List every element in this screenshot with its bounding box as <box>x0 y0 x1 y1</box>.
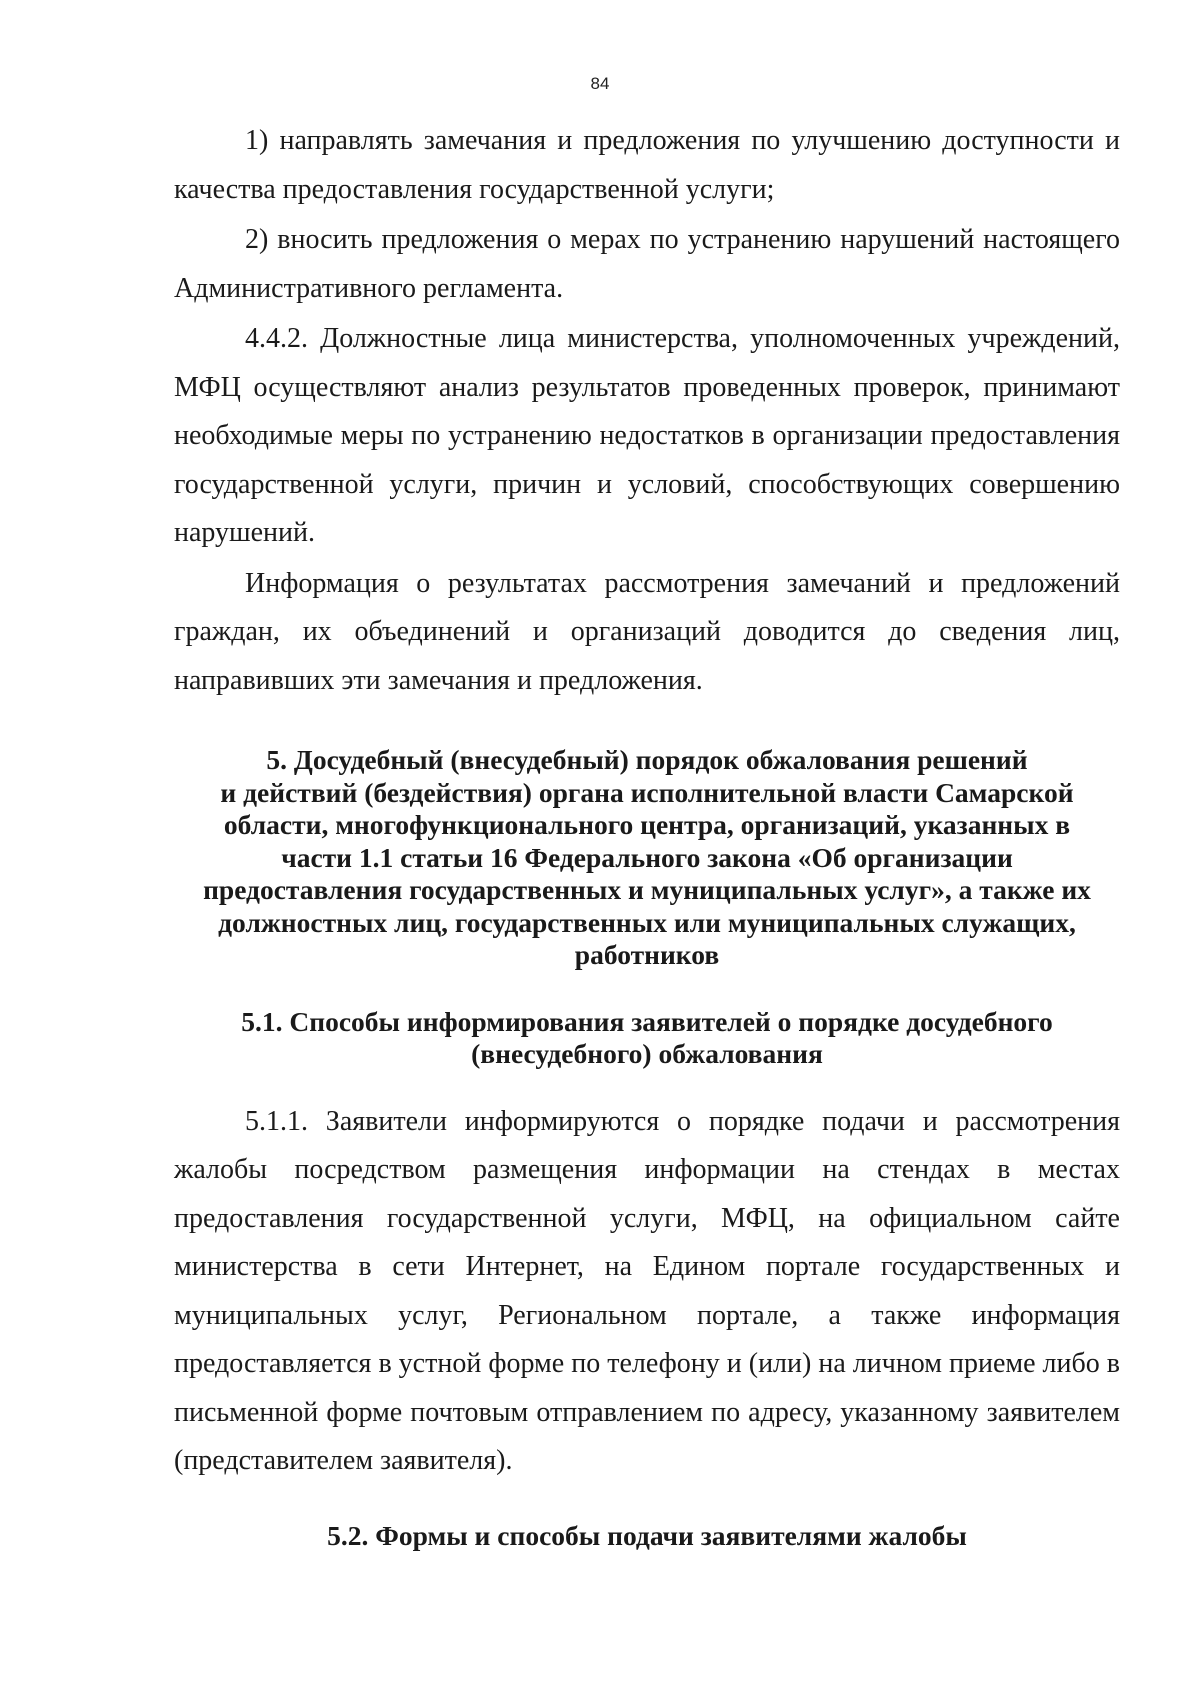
section-5-heading-line: предоставления государственных и муниципальных услуг», а также их <box>203 874 1091 905</box>
page-number: 84 <box>590 74 610 93</box>
paragraph-information: Информация о результатах рассмотрения замечаний и предложений граждан, их объединений и организаций доводится до сведения лиц, направивших эти замечания и предложения. <box>174 567 1120 696</box>
section-5-heading-line: и действий (бездействия) органа исполнительной власти Самарской <box>220 776 1074 808</box>
section-5-heading-line: 5. Досудебный (внесудебный) порядок обжалования решений <box>266 744 1028 775</box>
subsection-5-1-heading <box>174 1006 1120 1071</box>
paragraph-4-4-2: 4.4.2. Должностные лица министерства, уполномоченных учреждений, МФЦ осуществляют анализ результатов проведенных проверок, принимают необходимые меры по устранению недостатков в организации предоставления государственной услуги, причин и условий, способствующих совершению нарушений. <box>174 323 1120 548</box>
paragraph-item-1: 1) направлять замечания и предложения по улучшению доступности и качества предоставления государственной услуги; <box>174 125 1120 205</box>
document-body <box>174 117 1120 1552</box>
paragraph-5-1-1: 5.1.1. Заявители информируются о порядке подачи и рассмотрения жалобы посредством размещения информации на стендах в местах предоставления государственной услуги, МФЦ, на официальном сайте министерства в сети Интернет, на Едином портале государственных и муниципальных услуг, Региональном портале, а также информация предоставляется в устной форме по телефону и (или) на личном приеме либо в письменной форме почтовым отправлением по адресу, указанному заявителем (представителем заявителя). <box>174 1105 1120 1476</box>
paragraph-item-2: 2) вносить предложения о мерах по устранению нарушений настоящего Административного регламента. <box>174 224 1120 304</box>
section-5-heading-line: работников <box>574 939 720 970</box>
section-5-heading-line: части 1.1 статьи 16 Федерального закона «Об организации <box>281 841 1013 873</box>
subsection-5-1-heading-line: 5.1. Способы информирования заявителей о порядке досудебного <box>241 1005 1053 1037</box>
section-5-heading-line: должностных лиц, государственных или муниципальных служащих, <box>218 906 1076 938</box>
subsection-5-1-heading-line: (внесудебного) обжалования <box>471 1038 823 1069</box>
section-5-heading <box>174 744 1120 972</box>
subsection-5-2-heading: 5.2. Формы и способы подачи заявителями жалобы <box>327 1519 967 1551</box>
section-5-heading-line: области, многофункционального центра, организаций, указанных в <box>223 809 1071 840</box>
